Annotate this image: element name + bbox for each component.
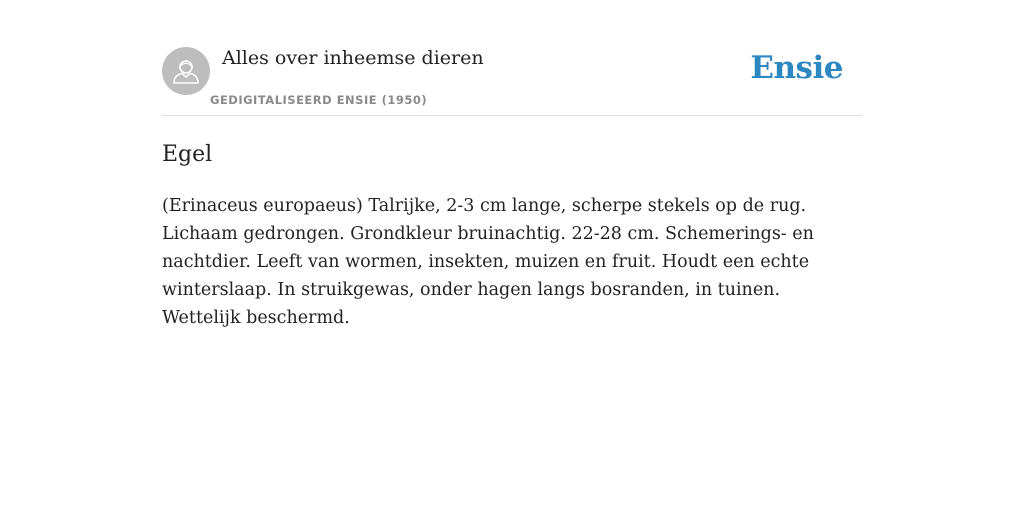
brand-logo[interactable]: Ensie: [750, 50, 843, 86]
site-subtitle: GEDIGITALISEERD ENSIE (1950): [210, 93, 428, 107]
entry-title: Egel: [162, 142, 213, 167]
header: [162, 46, 862, 116]
avatar[interactable]: [162, 47, 210, 95]
user-icon: [162, 47, 210, 95]
header-divider: [162, 115, 862, 116]
site-title[interactable]: Alles over inheemse dieren: [222, 47, 484, 69]
entry-body: (Erinaceus europaeus) Talrijke, 2-3 cm lange, scherpe stekels op de rug. Lichaam gedrongen. Grondkleur bruinachtig. 22-28 cm. Schemerings- en nachtdier. Leeft van wormen, insekten, muizen en fruit. Houdt een echte winterslaap. In struikgewas, onder hagen langs bosranden, in tuinen. Wettelijk beschermd.: [162, 196, 814, 328]
